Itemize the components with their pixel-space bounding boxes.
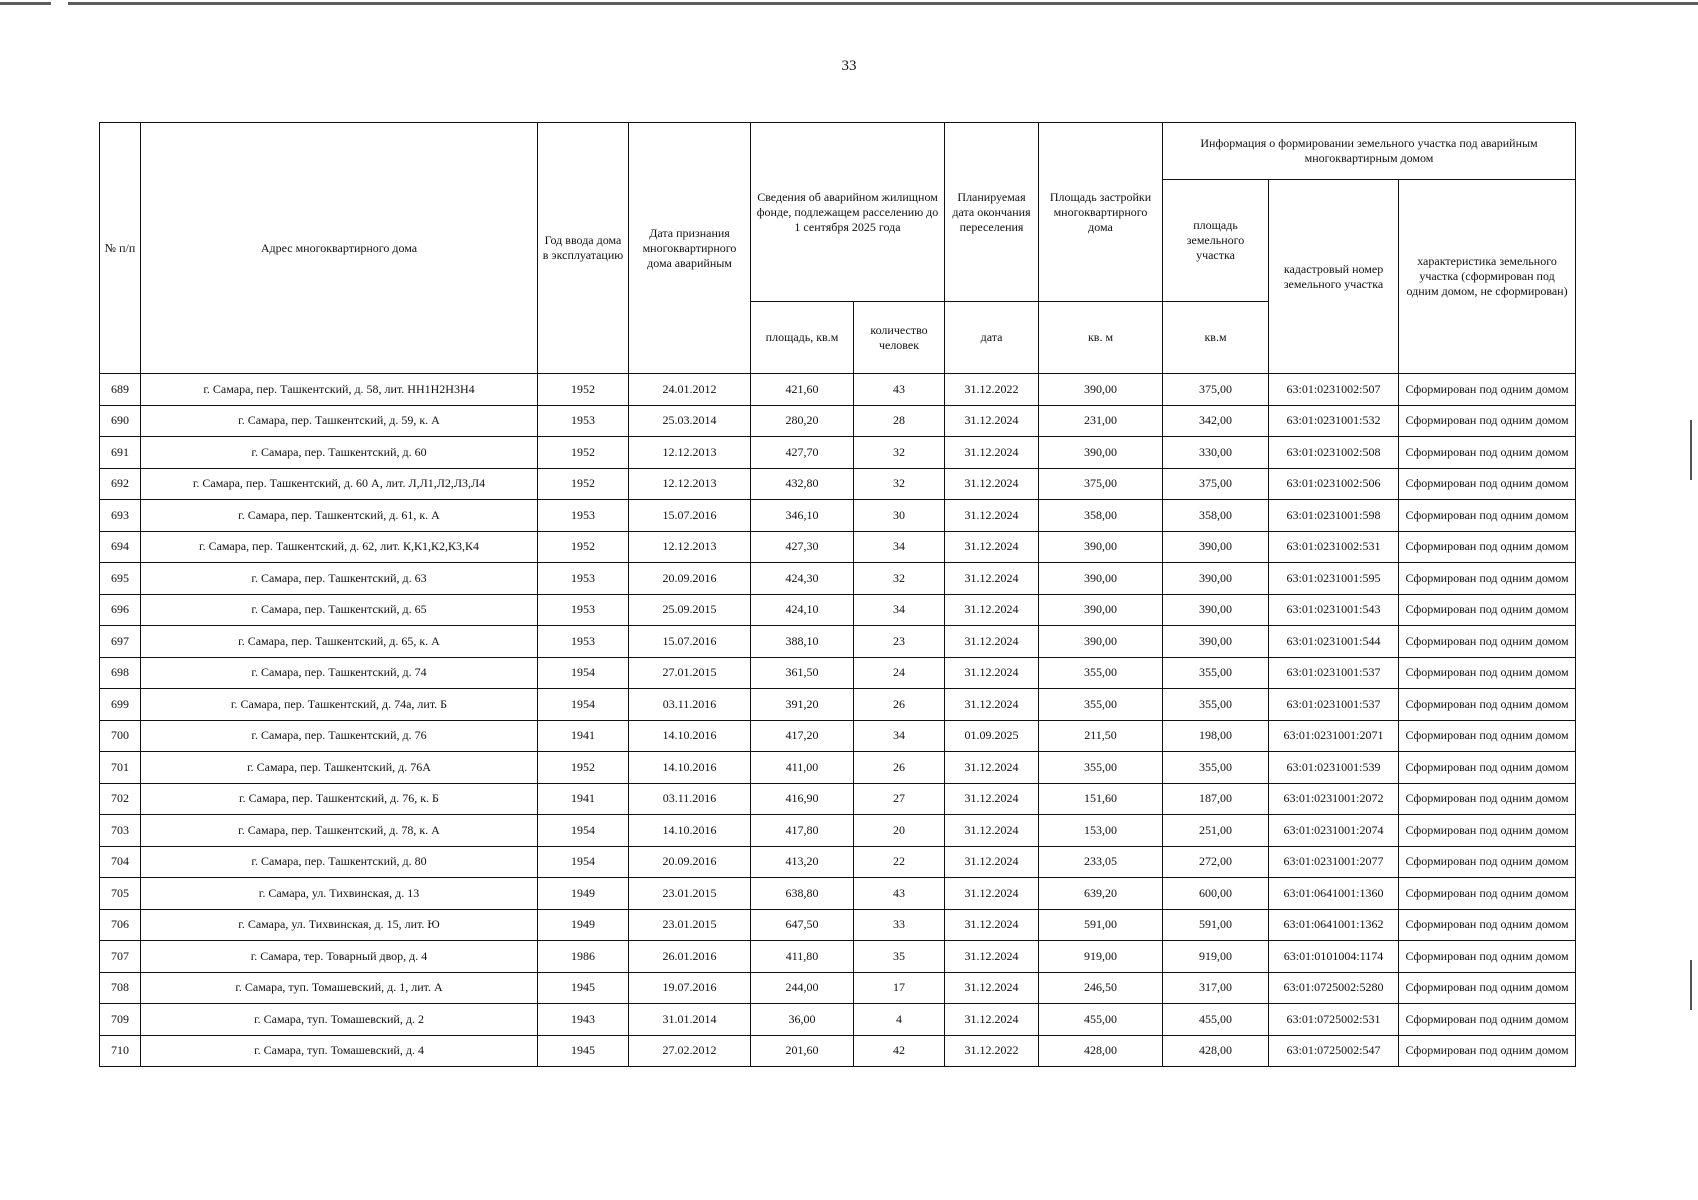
cell-planned-date: 31.12.2024 — [945, 500, 1039, 532]
cell-recognition-date: 12.12.2013 — [629, 437, 751, 469]
cell-characteristic: Сформирован под одним домом — [1399, 626, 1576, 658]
table-row — [100, 437, 1576, 469]
cell-planned-date: 31.12.2024 — [945, 846, 1039, 878]
cell-characteristic: Сформирован под одним домом — [1399, 783, 1576, 815]
cell-planned-date: 31.12.2024 — [945, 1004, 1039, 1036]
cell-recognition-date: 24.01.2012 — [629, 374, 751, 406]
cell-year: 1953 — [538, 405, 629, 437]
cell-land-area: 355,00 — [1163, 657, 1269, 689]
cell-built-area: 211,50 — [1039, 720, 1163, 752]
cell-fund-people: 24 — [854, 657, 945, 689]
table-row — [100, 941, 1576, 973]
table-row — [100, 468, 1576, 500]
cell-fund-area: 413,20 — [751, 846, 854, 878]
cell-address: г. Самара, пер. Ташкентский, д. 76А — [141, 752, 538, 784]
table-row — [100, 657, 1576, 689]
cell-planned-date: 31.12.2024 — [945, 815, 1039, 847]
cell-cadastral: 63:01:0641001:1362 — [1269, 909, 1399, 941]
cell-planned-date: 31.12.2024 — [945, 531, 1039, 563]
cell-recognition-date: 20.09.2016 — [629, 846, 751, 878]
cell-planned-date: 31.12.2024 — [945, 657, 1039, 689]
cell-recognition-date: 12.12.2013 — [629, 468, 751, 500]
cell-land-area: 355,00 — [1163, 752, 1269, 784]
cell-address: г. Самара, пер. Ташкентский, д. 65 — [141, 594, 538, 626]
cell-cadastral: 63:01:0231001:537 — [1269, 689, 1399, 721]
cell-recognition-date: 25.09.2015 — [629, 594, 751, 626]
cell-land-area: 390,00 — [1163, 531, 1269, 563]
cell-recognition-date: 25.03.2014 — [629, 405, 751, 437]
cell-fund-area: 201,60 — [751, 1035, 854, 1067]
table-row — [100, 783, 1576, 815]
cell-built-area: 390,00 — [1039, 626, 1163, 658]
cell-land-area: 375,00 — [1163, 374, 1269, 406]
cell-recognition-date: 14.10.2016 — [629, 720, 751, 752]
header-characteristic: характеристика земельного участка (сформирован под одним домом, не сформирован) — [1399, 180, 1576, 374]
cell-year: 1945 — [538, 972, 629, 1004]
cell-characteristic: Сформирован под одним домом — [1399, 405, 1576, 437]
cell-characteristic: Сформирован под одним домом — [1399, 531, 1576, 563]
header-num: № п/п — [100, 123, 141, 374]
cell-fund-people: 32 — [854, 437, 945, 469]
cell-year: 1986 — [538, 941, 629, 973]
cell-land-area: 919,00 — [1163, 941, 1269, 973]
cell-characteristic: Сформирован под одним домом — [1399, 752, 1576, 784]
cell-recognition-date: 31.01.2014 — [629, 1004, 751, 1036]
cell-year: 1952 — [538, 374, 629, 406]
cell-recognition-date: 20.09.2016 — [629, 563, 751, 595]
header-fund-area: площадь, кв.м — [751, 302, 854, 374]
cell-fund-area: 411,00 — [751, 752, 854, 784]
cell-land-area: 355,00 — [1163, 689, 1269, 721]
emergency-housing-table — [99, 122, 1576, 1067]
cell-recognition-date: 03.11.2016 — [629, 783, 751, 815]
cell-planned-date: 31.12.2022 — [945, 374, 1039, 406]
cell-cadastral: 63:01:0725002:547 — [1269, 1035, 1399, 1067]
table-row — [100, 878, 1576, 910]
table-row — [100, 909, 1576, 941]
cell-recognition-date: 14.10.2016 — [629, 815, 751, 847]
header-planned-unit: дата — [945, 302, 1039, 374]
cell-land-area: 317,00 — [1163, 972, 1269, 1004]
cell-characteristic: Сформирован под одним домом — [1399, 909, 1576, 941]
cell-characteristic: Сформирован под одним домом — [1399, 846, 1576, 878]
cell-land-area: 390,00 — [1163, 626, 1269, 658]
cell-num: 689 — [100, 374, 141, 406]
header-year: Год ввода дома в эксплуатацию — [538, 123, 629, 374]
cell-num: 694 — [100, 531, 141, 563]
table-row — [100, 500, 1576, 532]
cell-fund-people: 32 — [854, 468, 945, 500]
cell-address: г. Самара, пер. Ташкентский, д. 61, к. А — [141, 500, 538, 532]
header-fund-people: количество человек — [854, 302, 945, 374]
cell-land-area: 251,00 — [1163, 815, 1269, 847]
cell-characteristic: Сформирован под одним домом — [1399, 1004, 1576, 1036]
cell-num: 707 — [100, 941, 141, 973]
table-row — [100, 405, 1576, 437]
cell-planned-date: 31.12.2022 — [945, 1035, 1039, 1067]
header-land-info: Информация о формировании земельного участка под аварийным многоквартирным домом — [1163, 123, 1576, 180]
cell-num: 702 — [100, 783, 141, 815]
cell-cadastral: 63:01:0725002:5280 — [1269, 972, 1399, 1004]
cell-planned-date: 31.12.2024 — [945, 405, 1039, 437]
cell-year: 1954 — [538, 689, 629, 721]
header-address: Адрес многоквартирного дома — [141, 123, 538, 374]
cell-fund-people: 26 — [854, 689, 945, 721]
cell-planned-date: 31.12.2024 — [945, 941, 1039, 973]
cell-year: 1941 — [538, 720, 629, 752]
table-body — [100, 374, 1576, 1067]
cell-num: 693 — [100, 500, 141, 532]
cell-num: 695 — [100, 563, 141, 595]
cell-characteristic: Сформирован под одним домом — [1399, 941, 1576, 973]
cell-characteristic: Сформирован под одним домом — [1399, 878, 1576, 910]
header-fund: Сведения об аварийном жилищном фонде, подлежащем расселению до 1 сентября 2025 года — [751, 123, 945, 302]
header-built-area: Площадь застройки многоквартирного дома — [1039, 123, 1163, 302]
cell-address: г. Самара, пер. Ташкентский, д. 78, к. А — [141, 815, 538, 847]
cell-characteristic: Сформирован под одним домом — [1399, 500, 1576, 532]
cell-fund-area: 424,30 — [751, 563, 854, 595]
cell-land-area: 428,00 — [1163, 1035, 1269, 1067]
cell-recognition-date: 27.01.2015 — [629, 657, 751, 689]
cell-address: г. Самара, пер. Ташкентский, д. 76 — [141, 720, 538, 752]
cell-fund-people: 43 — [854, 374, 945, 406]
cell-land-area: 198,00 — [1163, 720, 1269, 752]
cell-recognition-date: 14.10.2016 — [629, 752, 751, 784]
cell-planned-date: 31.12.2024 — [945, 689, 1039, 721]
cell-year: 1954 — [538, 815, 629, 847]
cell-fund-people: 35 — [854, 941, 945, 973]
cell-fund-people: 43 — [854, 878, 945, 910]
cell-num: 703 — [100, 815, 141, 847]
cell-cadastral: 63:01:0231001:537 — [1269, 657, 1399, 689]
cell-built-area: 390,00 — [1039, 531, 1163, 563]
cell-recognition-date: 15.07.2016 — [629, 500, 751, 532]
header-recognition-date: Дата признания многоквартирного дома аварийным — [629, 123, 751, 374]
cell-address: г. Самара, пер. Ташкентский, д. 80 — [141, 846, 538, 878]
cell-cadastral: 63:01:0231001:2074 — [1269, 815, 1399, 847]
cell-characteristic: Сформирован под одним домом — [1399, 437, 1576, 469]
cell-address: г. Самара, туп. Томашевский, д. 1, лит. А — [141, 972, 538, 1004]
cell-fund-people: 30 — [854, 500, 945, 532]
cell-fund-area: 388,10 — [751, 626, 854, 658]
header-planned-date: Планируемая дата окончания переселения — [945, 123, 1039, 302]
page-number: 33 — [841, 58, 857, 74]
cell-cadastral: 63:01:0231001:595 — [1269, 563, 1399, 595]
cell-num: 704 — [100, 846, 141, 878]
cell-cadastral: 63:01:0101004:1174 — [1269, 941, 1399, 973]
cell-year: 1953 — [538, 594, 629, 626]
cell-fund-area: 427,30 — [751, 531, 854, 563]
cell-address: г. Самара, пер. Ташкентский, д. 63 — [141, 563, 538, 595]
cell-fund-people: 33 — [854, 909, 945, 941]
cell-recognition-date: 26.01.2016 — [629, 941, 751, 973]
cell-num: 691 — [100, 437, 141, 469]
cell-fund-people: 4 — [854, 1004, 945, 1036]
header-land-area: площадь земельного участка — [1163, 180, 1269, 302]
cell-planned-date: 31.12.2024 — [945, 752, 1039, 784]
cell-planned-date: 31.12.2024 — [945, 626, 1039, 658]
cell-num: 690 — [100, 405, 141, 437]
cell-year: 1952 — [538, 468, 629, 500]
cell-address: г. Самара, пер. Ташкентский, д. 60 А, лит. Л,Л1,Л2,Л3,Л4 — [141, 468, 538, 500]
cell-year: 1952 — [538, 531, 629, 563]
cell-year: 1953 — [538, 500, 629, 532]
cell-year: 1943 — [538, 1004, 629, 1036]
cell-fund-people: 32 — [854, 563, 945, 595]
cell-address: г. Самара, пер. Ташкентский, д. 65, к. А — [141, 626, 538, 658]
table-row — [100, 626, 1576, 658]
cell-fund-area: 417,20 — [751, 720, 854, 752]
cell-recognition-date: 12.12.2013 — [629, 531, 751, 563]
cell-year: 1949 — [538, 909, 629, 941]
cell-built-area: 455,00 — [1039, 1004, 1163, 1036]
cell-fund-people: 20 — [854, 815, 945, 847]
cell-land-area: 342,00 — [1163, 405, 1269, 437]
cell-year: 1952 — [538, 752, 629, 784]
cell-land-area: 600,00 — [1163, 878, 1269, 910]
scan-margin-mark — [1690, 420, 1692, 480]
cell-built-area: 390,00 — [1039, 594, 1163, 626]
cell-num: 706 — [100, 909, 141, 941]
cell-cadastral: 63:01:0231001:544 — [1269, 626, 1399, 658]
cell-cadastral: 63:01:0231002:507 — [1269, 374, 1399, 406]
cell-built-area: 390,00 — [1039, 437, 1163, 469]
cell-fund-area: 638,80 — [751, 878, 854, 910]
cell-built-area: 390,00 — [1039, 374, 1163, 406]
cell-planned-date: 31.12.2024 — [945, 909, 1039, 941]
cell-year: 1952 — [538, 437, 629, 469]
table-row — [100, 752, 1576, 784]
cell-recognition-date: 23.01.2015 — [629, 878, 751, 910]
cell-fund-area: 416,90 — [751, 783, 854, 815]
cell-num: 709 — [100, 1004, 141, 1036]
cell-land-area: 591,00 — [1163, 909, 1269, 941]
cell-fund-area: 411,80 — [751, 941, 854, 973]
cell-fund-area: 421,60 — [751, 374, 854, 406]
cell-fund-people: 28 — [854, 405, 945, 437]
cell-cadastral: 63:01:0231001:532 — [1269, 405, 1399, 437]
cell-built-area: 246,50 — [1039, 972, 1163, 1004]
table-row — [100, 972, 1576, 1004]
cell-recognition-date: 03.11.2016 — [629, 689, 751, 721]
cell-fund-people: 22 — [854, 846, 945, 878]
table-row — [100, 720, 1576, 752]
cell-num: 696 — [100, 594, 141, 626]
cell-recognition-date: 23.01.2015 — [629, 909, 751, 941]
cell-built-area: 231,00 — [1039, 405, 1163, 437]
cell-year: 1954 — [538, 846, 629, 878]
header-built-area-unit: кв. м — [1039, 302, 1163, 374]
cell-address: г. Самара, пер. Ташкентский, д. 59, к. А — [141, 405, 538, 437]
cell-fund-area: 427,70 — [751, 437, 854, 469]
cell-characteristic: Сформирован под одним домом — [1399, 815, 1576, 847]
cell-fund-area: 280,20 — [751, 405, 854, 437]
cell-cadastral: 63:01:0231001:598 — [1269, 500, 1399, 532]
cell-built-area: 153,00 — [1039, 815, 1163, 847]
cell-address: г. Самара, пер. Ташкентский, д. 76, к. Б — [141, 783, 538, 815]
table-row — [100, 1004, 1576, 1036]
cell-address: г. Самара, ул. Тихвинская, д. 13 — [141, 878, 538, 910]
table-row — [100, 846, 1576, 878]
cell-recognition-date: 19.07.2016 — [629, 972, 751, 1004]
cell-fund-people: 34 — [854, 594, 945, 626]
cell-fund-area: 346,10 — [751, 500, 854, 532]
cell-cadastral: 63:01:0725002:531 — [1269, 1004, 1399, 1036]
cell-land-area: 272,00 — [1163, 846, 1269, 878]
cell-address: г. Самара, туп. Томашевский, д. 2 — [141, 1004, 538, 1036]
cell-characteristic: Сформирован под одним домом — [1399, 1035, 1576, 1067]
cell-cadastral: 63:01:0231001:2072 — [1269, 783, 1399, 815]
cell-year: 1954 — [538, 657, 629, 689]
cell-address: г. Самара, пер. Ташкентский, д. 74 — [141, 657, 538, 689]
cell-built-area: 919,00 — [1039, 941, 1163, 973]
cell-characteristic: Сформирован под одним домом — [1399, 468, 1576, 500]
cell-built-area: 390,00 — [1039, 563, 1163, 595]
cell-fund-people: 34 — [854, 531, 945, 563]
cell-characteristic: Сформирован под одним домом — [1399, 689, 1576, 721]
cell-address: г. Самара, ул. Тихвинская, д. 15, лит. Ю — [141, 909, 538, 941]
cell-address: г. Самара, туп. Томашевский, д. 4 — [141, 1035, 538, 1067]
cell-year: 1941 — [538, 783, 629, 815]
cell-planned-date: 31.12.2024 — [945, 437, 1039, 469]
cell-recognition-date: 27.02.2012 — [629, 1035, 751, 1067]
cell-address: г. Самара, пер. Ташкентский, д. 58, лит. НН1Н2Н3Н4 — [141, 374, 538, 406]
cell-year: 1953 — [538, 563, 629, 595]
cell-planned-date: 31.12.2024 — [945, 783, 1039, 815]
cell-built-area: 358,00 — [1039, 500, 1163, 532]
cell-land-area: 187,00 — [1163, 783, 1269, 815]
cell-cadastral: 63:01:0231001:539 — [1269, 752, 1399, 784]
cell-fund-people: 23 — [854, 626, 945, 658]
cell-built-area: 428,00 — [1039, 1035, 1163, 1067]
table-row — [100, 563, 1576, 595]
cell-cadastral: 63:01:0231001:2077 — [1269, 846, 1399, 878]
cell-built-area: 355,00 — [1039, 689, 1163, 721]
cell-land-area: 358,00 — [1163, 500, 1269, 532]
cell-num: 699 — [100, 689, 141, 721]
cell-built-area: 639,20 — [1039, 878, 1163, 910]
cell-land-area: 390,00 — [1163, 594, 1269, 626]
header-cadastral: кадастровый номер земельного участка — [1269, 180, 1399, 374]
cell-cadastral: 63:01:0231001:2071 — [1269, 720, 1399, 752]
header-land-area-unit: кв.м — [1163, 302, 1269, 374]
cell-fund-people: 26 — [854, 752, 945, 784]
cell-address: г. Самара, пер. Ташкентский, д. 60 — [141, 437, 538, 469]
cell-num: 705 — [100, 878, 141, 910]
cell-land-area: 330,00 — [1163, 437, 1269, 469]
cell-built-area: 151,60 — [1039, 783, 1163, 815]
table-row — [100, 531, 1576, 563]
cell-fund-area: 417,80 — [751, 815, 854, 847]
cell-num: 710 — [100, 1035, 141, 1067]
cell-cadastral: 63:01:0231002:508 — [1269, 437, 1399, 469]
cell-num: 698 — [100, 657, 141, 689]
cell-planned-date: 31.12.2024 — [945, 972, 1039, 1004]
cell-fund-people: 34 — [854, 720, 945, 752]
cell-built-area: 355,00 — [1039, 657, 1163, 689]
table-row — [100, 374, 1576, 406]
cell-built-area: 375,00 — [1039, 468, 1163, 500]
cell-land-area: 375,00 — [1163, 468, 1269, 500]
table-row — [100, 689, 1576, 721]
cell-cadastral: 63:01:0231001:543 — [1269, 594, 1399, 626]
cell-characteristic: Сформирован под одним домом — [1399, 720, 1576, 752]
cell-cadastral: 63:01:0231002:531 — [1269, 531, 1399, 563]
cell-land-area: 455,00 — [1163, 1004, 1269, 1036]
cell-planned-date: 31.12.2024 — [945, 468, 1039, 500]
cell-fund-people: 27 — [854, 783, 945, 815]
scan-border-line — [0, 2, 1698, 5]
cell-fund-area: 391,20 — [751, 689, 854, 721]
cell-fund-people: 42 — [854, 1035, 945, 1067]
cell-built-area: 233,05 — [1039, 846, 1163, 878]
cell-fund-area: 647,50 — [751, 909, 854, 941]
cell-year: 1953 — [538, 626, 629, 658]
cell-built-area: 591,00 — [1039, 909, 1163, 941]
cell-fund-area: 36,00 — [751, 1004, 854, 1036]
cell-address: г. Самара, пер. Ташкентский, д. 74а, лит. Б — [141, 689, 538, 721]
cell-characteristic: Сформирован под одним домом — [1399, 657, 1576, 689]
cell-address: г. Самара, тер. Товарный двор, д. 4 — [141, 941, 538, 973]
cell-fund-area: 361,50 — [751, 657, 854, 689]
cell-built-area: 355,00 — [1039, 752, 1163, 784]
cell-cadastral: 63:01:0231002:506 — [1269, 468, 1399, 500]
cell-year: 1945 — [538, 1035, 629, 1067]
cell-fund-area: 432,80 — [751, 468, 854, 500]
cell-fund-people: 17 — [854, 972, 945, 1004]
cell-planned-date: 01.09.2025 — [945, 720, 1039, 752]
cell-fund-area: 424,10 — [751, 594, 854, 626]
cell-num: 700 — [100, 720, 141, 752]
scan-margin-mark — [1690, 960, 1692, 1010]
cell-characteristic: Сформирован под одним домом — [1399, 563, 1576, 595]
cell-num: 701 — [100, 752, 141, 784]
cell-num: 692 — [100, 468, 141, 500]
cell-planned-date: 31.12.2024 — [945, 563, 1039, 595]
cell-fund-area: 244,00 — [751, 972, 854, 1004]
table-row — [100, 1035, 1576, 1067]
table-row — [100, 594, 1576, 626]
cell-address: г. Самара, пер. Ташкентский, д. 62, лит. К,К1,К2,К3,К4 — [141, 531, 538, 563]
cell-land-area: 390,00 — [1163, 563, 1269, 595]
cell-characteristic: Сформирован под одним домом — [1399, 594, 1576, 626]
cell-characteristic: Сформирован под одним домом — [1399, 972, 1576, 1004]
cell-planned-date: 31.12.2024 — [945, 594, 1039, 626]
cell-num: 708 — [100, 972, 141, 1004]
cell-recognition-date: 15.07.2016 — [629, 626, 751, 658]
cell-characteristic: Сформирован под одним домом — [1399, 374, 1576, 406]
table-row — [100, 815, 1576, 847]
cell-num: 697 — [100, 626, 141, 658]
cell-planned-date: 31.12.2024 — [945, 878, 1039, 910]
cell-cadastral: 63:01:0641001:1360 — [1269, 878, 1399, 910]
cell-year: 1949 — [538, 878, 629, 910]
